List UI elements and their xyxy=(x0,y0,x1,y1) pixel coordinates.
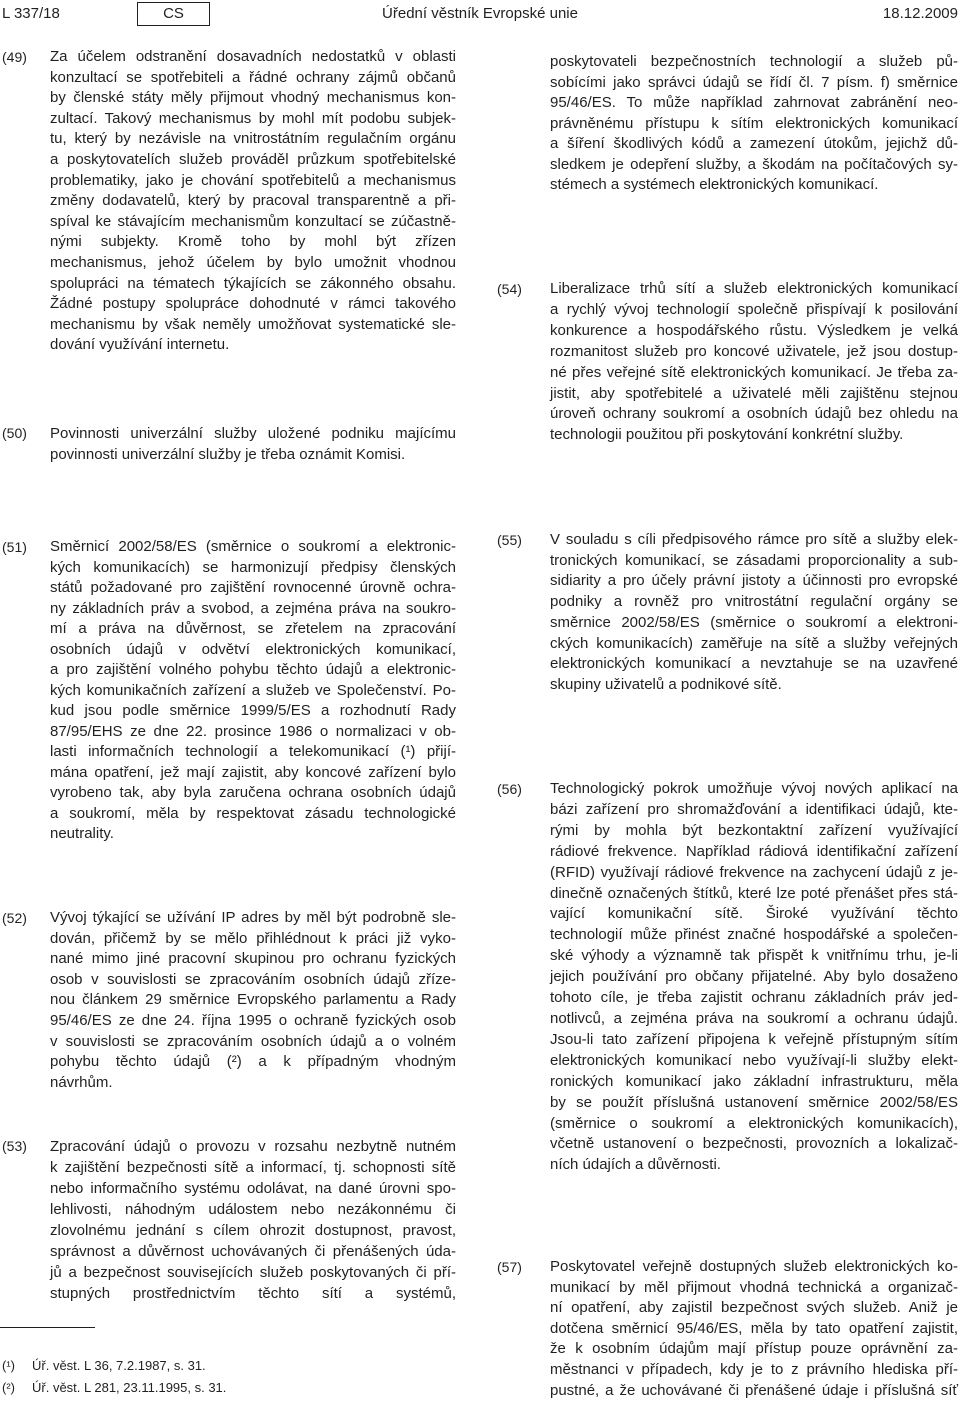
text-line: mechanismus, jehož účelem by bylo umožnit vhodnou xyxy=(50,253,456,271)
footnote-mark: (¹) xyxy=(2,1358,15,1373)
journal-title: Úřední věstník Evropské unie xyxy=(382,5,578,22)
recital-text xyxy=(550,279,958,446)
text-line: vyrobeno tak, aby byla zaručena ochrana osobních údajů xyxy=(50,784,456,801)
text-line: ní opatření, aby zajistil bezpečnost svých služeb. Aniž je xyxy=(550,1299,958,1317)
publication-date: 18.12.2009 xyxy=(882,5,958,22)
text-line: tu, který by nezávisle na vnitrostátním regulačním orgánu xyxy=(50,130,456,148)
recital-number: (56) xyxy=(497,781,522,797)
text-line: ckých komunikacích) zaměřuje na sítě a služby veřejných xyxy=(550,634,958,652)
text-line: Směrnicí 2002/58/ES (směrnice o soukromí a elektronic- xyxy=(50,538,456,555)
recital-text xyxy=(50,1136,456,1304)
text-line: neutrality. xyxy=(50,825,114,842)
text-line: pohybu těchto údajů (²) a k případným vhodným xyxy=(50,1053,456,1071)
recital-57 xyxy=(497,1257,958,1401)
text-line: nané mimo jiné pracovní skupinou pro ochranu fyzických xyxy=(50,950,456,968)
text-line: technologií může přinést značné hospodářské a společen- xyxy=(550,926,958,944)
text-line: elektronických komunikací a nevztahuje se na uzavřené xyxy=(550,655,958,673)
text-line: Jsou-li tato zařízení připojena k veřejně přístupným sítím xyxy=(550,1030,958,1048)
text-line: tohoto cíle, je třeba zajistit ochranu základních práv jed- xyxy=(550,989,958,1007)
text-line: konzultací se spotřebiteli a řádné ochrany zájmů občanů xyxy=(50,68,456,86)
text-line: (RFID) využívají rádiové frekvence na zachycení údajů z je- xyxy=(550,863,958,881)
text-line: jejich používání pro občany přijatelné. Aby bylo dosaženo xyxy=(550,968,958,986)
text-line: sledkem je odepření služby, a škodám na počítačových sy- xyxy=(550,155,958,173)
text-line: nou článkem 29 směrnice Evropského parlamentu a Rady xyxy=(50,991,456,1009)
footnote-separator xyxy=(0,1327,95,1328)
recital-number: (57) xyxy=(497,1259,522,1275)
text-line: nými subjekty. Kromě toho by mohl být zřízen xyxy=(50,233,456,251)
text-line: stupných prostřednictvím těchto sítí a systémů, xyxy=(50,1285,456,1302)
text-line: ronických komunikací jako základní infrastrukturu, měla xyxy=(550,1072,958,1090)
recital-number: (54) xyxy=(497,281,522,297)
recital-56 xyxy=(497,779,958,1176)
text-line: Povinnosti univerzální služby uložené podniku majícímu xyxy=(50,425,456,442)
text-line: 95/46/ES ze dne 24. října 1995 o ochraně fyzických osob xyxy=(50,1011,456,1029)
footnote-text: Úř. věst. L 36, 7.2.1987, s. 31. xyxy=(32,1358,206,1373)
text-line: Poskytovatel veřejně dostupných služeb elektronických ko- xyxy=(550,1258,958,1275)
recital-continuation xyxy=(497,52,958,196)
text-line: a rychlý vývoj technologií společně přispívají k posilování xyxy=(550,300,958,318)
page-reference: L 337/18 xyxy=(2,5,60,22)
recital-number: (53) xyxy=(2,1138,27,1154)
text-line: Liberalizace trhů sítí a služeb elektronických komunikací xyxy=(550,280,958,297)
text-line: a šíření škodlivých kódů a zamezení útokům, jejichž dů- xyxy=(550,135,958,152)
text-line: spíval ke stávajícím mechanismům konzultací se zúčastně- xyxy=(50,212,456,230)
text-line: munikací by měl přijmout vhodná technická a organizač- xyxy=(550,1278,958,1296)
text-line: k zajištění bezpečnosti sítě a informací, tj. schopnosti sítě xyxy=(50,1159,456,1176)
text-line: (směrnice o soukromí a elektronických komunikacích), xyxy=(550,1114,958,1132)
recital-text xyxy=(550,52,958,196)
text-line: států požadované pro zajištění rovnocenné úrovně ochra- xyxy=(50,579,456,596)
text-line: poskytovateli bezpečnostních technologií a služeb pů- xyxy=(550,53,958,70)
recital-54 xyxy=(497,279,958,446)
text-line: rými by mohla být bezkontaktní zařízení využívající xyxy=(550,821,958,839)
recital-49 xyxy=(2,47,456,356)
text-line: rádiové frekvence. Například rádiová identifikační zařízení xyxy=(550,842,958,860)
recital-text xyxy=(50,47,456,356)
text-line: změny dodavatelů, který by pracoval transparentně a při- xyxy=(50,192,456,210)
text-line: V souladu s cíli předpisového rámce pro sítě a služby elek- xyxy=(550,531,958,548)
recital-text xyxy=(550,1257,958,1401)
text-line: sidiarity a pro účely právní jistoty a účinnosti pro evropské xyxy=(550,572,958,590)
text-line: osob v souvislosti se zpracováním osobních údajů zříze- xyxy=(50,970,456,988)
text-line: právněnému přístupu k sítím elektronických komunikací xyxy=(550,114,958,132)
text-line: ské výhody a významně tak přispět k vnitřnímu trhu, je-li xyxy=(550,947,958,965)
text-line: skupiny uživatelů a podnikové sítě. xyxy=(550,675,782,693)
recital-number: (52) xyxy=(2,910,27,926)
recital-51 xyxy=(2,537,456,845)
text-line: osobních údajů v odvětví elektronických komunikací, xyxy=(50,640,456,658)
text-line: kud jsou podle směrnice 1999/5/ES a rozhodnutí Rady xyxy=(50,702,456,719)
recital-text xyxy=(550,530,958,696)
language-code-box: CS xyxy=(137,2,210,26)
recital-55 xyxy=(497,530,958,696)
text-line: směrnice 2002/58/ES (směrnice o soukromí a elektroni- xyxy=(550,613,958,631)
text-line: sobícími jako správci údajů se řídí čl. 7 písm. f) směrnice xyxy=(550,73,958,91)
text-line: Technologický pokrok umožňuje vývoj nových aplikací na xyxy=(550,780,958,797)
text-line: včetně ustanovení o bezpečnosti, provozních a lokalizač- xyxy=(550,1135,958,1153)
recital-text xyxy=(50,537,456,845)
text-line: problematiky, jako je chování spotřebitelů a mechanismus xyxy=(50,171,456,189)
text-line: by členské státy měly přijmout vhodný mechanismus kon- xyxy=(50,89,456,107)
footnote-mark: (²) xyxy=(2,1380,15,1395)
text-line: pustné, a že uchovávané či přenášené údaje i příslušná síť xyxy=(550,1381,958,1399)
text-line: mána opatření, jež mají zajistit, aby koncové zařízení bylo xyxy=(50,763,456,781)
text-line: v souvislosti se zpracováním osobních údajů a o volném xyxy=(50,1032,456,1050)
text-line: kých komunikačních zařízení a služeb ve Společenství. Po- xyxy=(50,681,456,699)
text-line: a soukromí, měla by respektovat zásadu technologické xyxy=(50,804,456,822)
text-line: a poskytovatelích služeb prováděl průzkum spotřebitelské xyxy=(50,150,456,168)
text-line: dotčena směrnicí 95/46/ES, měla by tato opatření zajistit, xyxy=(550,1319,958,1337)
recital-number: (51) xyxy=(2,539,27,555)
text-line: spolupráci na tématech týkajících se zákonného obsahu. xyxy=(50,274,456,292)
text-line: zultací. Takový mechanismus by mohl mít podobu subjek- xyxy=(50,109,456,127)
text-line: jů a bezpečnost souvisejících služeb poskytovaných či pří- xyxy=(50,1264,456,1281)
text-line: rozmanitost služeb pro koncové uživatele, jež jsou dostup- xyxy=(550,342,958,360)
text-line: tronických komunikací, se zásadami proporcionality a sub- xyxy=(550,551,958,569)
recital-text xyxy=(550,779,958,1176)
recital-text xyxy=(50,908,456,1093)
recital-50 xyxy=(2,423,456,465)
text-line: lasti informačních technologií a telekomunikací (¹) přijí- xyxy=(50,743,456,760)
text-line: 87/95/EHS ze dne 22. prosince 1986 o normalizaci v ob- xyxy=(50,722,456,740)
text-line: konkurence a hospodářského růstu. Výsledkem je velká xyxy=(550,321,958,339)
text-line: stémech a systémech elektronických komunikací. xyxy=(550,176,879,193)
text-line: dinečně označených štítků, které lze poté přenášet přes stá- xyxy=(550,884,958,902)
text-line: ny základních práv a svobod, a zejména práva na soukro- xyxy=(50,599,456,617)
recital-number: (50) xyxy=(2,425,27,441)
recital-text xyxy=(50,423,456,465)
text-line: městnanci v případech, kdy je to z právního hlediska pří- xyxy=(550,1360,958,1378)
text-line: Zpracování údajů o provozu v rozsahu nezbytně nutném xyxy=(50,1138,456,1155)
text-line: správnost a důvěrnost uchovávaných či přenášených úda- xyxy=(50,1243,456,1260)
recital-52 xyxy=(2,908,456,1093)
text-line: povinnosti univerzální služby je třeba oznámit Komisi. xyxy=(50,446,406,463)
text-line: Žádné postupy spolupráce dohodnuté v rámci takového xyxy=(50,295,456,313)
text-line: a pro zajištění volného pohybu těchto údajů a elektronic- xyxy=(50,661,456,678)
recital-number: (55) xyxy=(497,532,522,548)
text-line: ních údajích a důvěrnosti. xyxy=(550,1156,721,1174)
text-line: mechanismu by však neměly umožňovat systematické sle- xyxy=(50,315,456,333)
text-line: Vývoj týkající se užívání IP adres by měl být podrobně sle- xyxy=(50,909,456,926)
recital-number: (49) xyxy=(2,49,27,65)
text-line: kých komunikacích) se harmonizují předpisy členských xyxy=(50,558,456,576)
text-line: by se použít příslušná ustanovení směrnice 2002/58/ES xyxy=(550,1093,958,1111)
text-line: jistit, aby spotřebitelé a uživatelé měli zajištěnu stejnou xyxy=(550,384,958,402)
recital-53 xyxy=(2,1136,456,1304)
text-line: že k osobním údajům mají přístup pouze oprávnění za- xyxy=(550,1340,958,1358)
text-line: 95/46/ES. To může například zahrnovat zabránění neo- xyxy=(550,94,958,111)
text-line: úroveň ochrany soukromí a osobních údajů bez ohledu na xyxy=(550,405,958,423)
text-line: elektronických komunikací nebo využívají-li služby elekt- xyxy=(550,1051,958,1069)
text-line: notlivců, a zejména práva na soukromí a ochranu údajů. xyxy=(550,1009,958,1027)
text-line: lehlivosti, náhodným událostem nebo nezákonnému či xyxy=(50,1201,456,1218)
text-line: podniky a rovněž pro vnitrostátní regulační orgány se xyxy=(550,593,958,611)
text-line: technologii použitou při poskytování konkrétní služby. xyxy=(550,426,904,444)
text-line: návrhům. xyxy=(50,1073,113,1091)
text-line: bázi zařízení pro shromažďování a identifikaci údajů, kte- xyxy=(550,800,958,818)
text-line: dován, přičemž by se mělo přihlédnout k práci již vyko- xyxy=(50,929,456,947)
text-line: mí a práva na důvěrnost, se zřetelem na zpracování xyxy=(50,620,456,637)
text-line: Za účelem odstranění dosavadních nedostatků v oblasti xyxy=(50,48,456,65)
text-line: né přes veřejné sítě elektronických komunikací. Je třeba za- xyxy=(550,363,958,381)
text-line: nebo informačního systému odolávat, na dané úrovni spo- xyxy=(50,1180,456,1197)
text-line: zlovolnému jednání s cílem ohrozit dostupnost, pravost, xyxy=(50,1222,456,1239)
text-line: vající komunikační sítě. Široké využívání těchto xyxy=(550,905,958,923)
footnote-text: Úř. věst. L 281, 23.11.1995, s. 31. xyxy=(32,1380,227,1395)
text-line: dování využívání internetu. xyxy=(50,336,230,354)
